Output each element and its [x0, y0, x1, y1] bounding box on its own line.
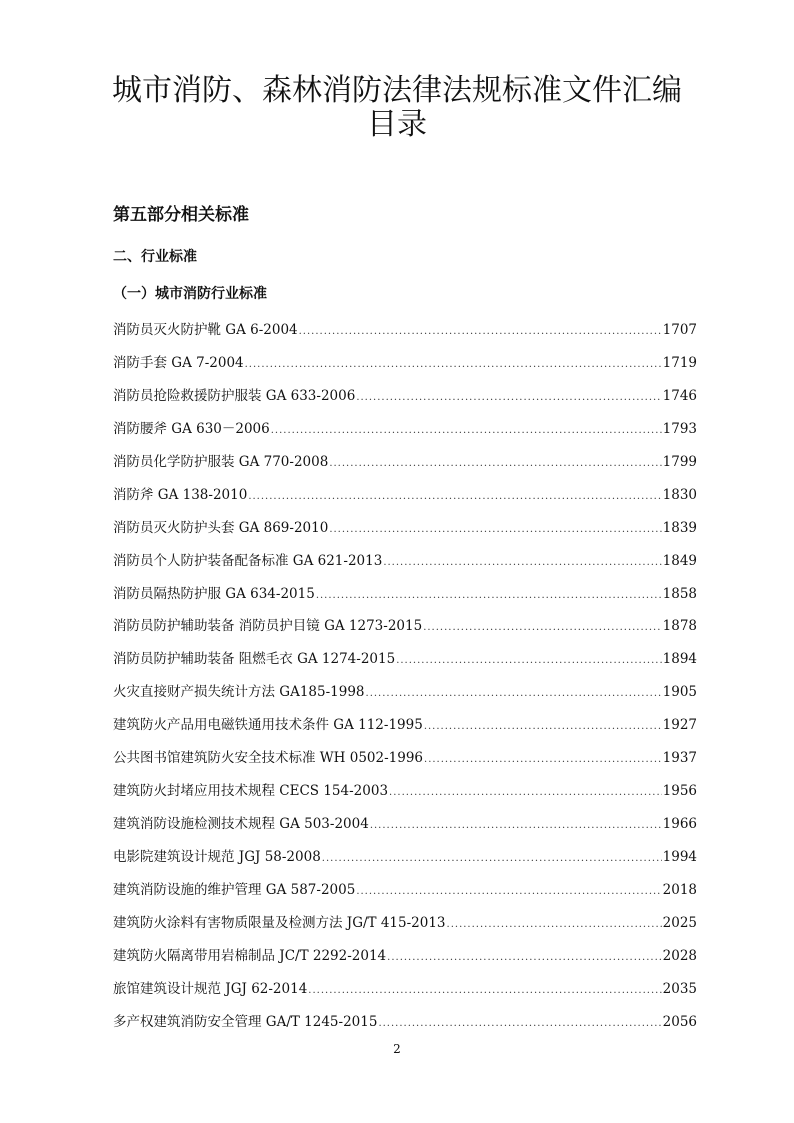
toc-entry-page: 1839 — [662, 519, 697, 536]
toc-entry[interactable] — [113, 878, 697, 911]
toc-entry-page: 2025 — [662, 914, 697, 931]
toc-entry-page: 1894 — [662, 651, 697, 668]
dot-leader — [299, 326, 662, 337]
toc-entry-page: 1905 — [662, 684, 697, 701]
toc-entry-title: 建筑防火封堵应用技术规程 CECS 154-2003 — [113, 783, 389, 800]
toc-entry[interactable] — [113, 647, 697, 680]
toc-entry[interactable] — [113, 713, 697, 746]
toc-entry[interactable] — [113, 614, 697, 647]
toc-entry-title: 建筑消防设施检测技术规程 GA 503-2004 — [113, 816, 369, 833]
toc-entry-title: 消防员抢险救援防护服装 GA 633-2006 — [113, 387, 356, 404]
toc-entry[interactable] — [113, 680, 697, 713]
dot-leader — [387, 952, 661, 963]
section-heading: 第五部分相关标准 — [113, 205, 249, 225]
dot-leader — [389, 787, 662, 798]
dot-leader — [424, 721, 662, 732]
dot-leader — [378, 1018, 661, 1029]
toc-entry-title: 建筑消防设施的维护管理 GA 587-2005 — [113, 881, 356, 898]
toc-entry[interactable] — [113, 483, 697, 516]
document-title: 城市消防、森林消防法律法规标准文件汇编 — [112, 73, 682, 108]
dot-leader — [423, 622, 661, 633]
toc-entry[interactable] — [113, 944, 697, 977]
dot-leader — [308, 985, 661, 996]
toc-entry-page: 1746 — [662, 387, 697, 404]
toc-entry-page: 1966 — [662, 816, 697, 833]
dot-leader — [271, 425, 662, 436]
toc-entry-title: 消防员隔热防护服 GA 634-2015 — [113, 585, 315, 602]
toc-entry-title: 消防斧 GA 138-2010 — [113, 486, 248, 503]
page-number: 2 — [393, 1042, 401, 1056]
toc-entry-page: 2035 — [662, 980, 697, 997]
dot-leader — [248, 491, 661, 502]
toc-entry-page: 1830 — [662, 486, 697, 503]
toc-entry-page: 1878 — [662, 618, 697, 635]
toc-entry-title: 旅馆建筑设计规范 JGJ 62-2014 — [113, 980, 308, 997]
toc-entry-title: 建筑防火涂料有害物质限量及检测方法 JG/T 415-2013 — [113, 914, 446, 931]
toc-entry[interactable] — [113, 351, 697, 384]
dot-leader — [322, 853, 662, 864]
toc-entry-page: 1994 — [662, 849, 697, 865]
toc-entry-page: 1956 — [662, 783, 697, 800]
toc-entry[interactable] — [113, 516, 697, 549]
toc-entry-page: 1937 — [662, 750, 697, 767]
toc-entry-title: 建筑防火隔离带用岩棉制品 JC/T 2292-2014 — [113, 947, 387, 964]
dot-leader — [245, 359, 662, 370]
toc-entry-page: 1849 — [662, 552, 697, 569]
toc-entry-title: 电影院建筑设计规范 JGJ 58-2008 — [113, 849, 321, 865]
toc-entry-title: 多产权建筑消防安全管理 GA/T 1245-2015 — [113, 1013, 378, 1030]
toc-entry-page: 1707 — [662, 322, 697, 338]
dot-leader — [447, 919, 662, 930]
toc-entry-page: 1799 — [662, 453, 697, 470]
toc-entry-title: 消防手套 GA 7-2004 — [113, 354, 244, 371]
toc-entry[interactable] — [113, 977, 697, 1010]
toc-entry[interactable] — [113, 845, 697, 878]
toc-entry-page: 1858 — [662, 585, 697, 602]
toc-entry[interactable] — [113, 582, 697, 615]
subsection-heading: 二、行业标准 — [113, 249, 197, 265]
dot-leader — [329, 524, 661, 535]
toc-entry-page: 2028 — [662, 947, 697, 964]
toc-entry-title: 消防员化学防护服装 GA 770-2008 — [113, 453, 329, 470]
document-subtitle: 目录 — [367, 107, 427, 142]
toc-entry[interactable] — [113, 746, 697, 779]
dot-leader — [396, 655, 661, 666]
dot-leader — [366, 688, 662, 699]
dot-leader — [329, 458, 661, 469]
dot-leader — [356, 392, 661, 403]
toc-entry-title: 消防员防护辅助装备 消防员护目镜 GA 1273-2015 — [113, 618, 423, 635]
toc-entry-page: 2056 — [662, 1013, 697, 1030]
toc-entry-page: 1927 — [662, 717, 697, 734]
dot-leader — [424, 754, 662, 765]
dot-leader — [356, 886, 661, 897]
toc-entry-title: 消防员防护辅助装备 阻燃毛衣 GA 1274-2015 — [113, 651, 396, 668]
toc-entry-page: 1793 — [662, 420, 697, 437]
toc-entry[interactable] — [113, 450, 697, 483]
toc-entry[interactable] — [113, 384, 697, 417]
toc-entry-title: 公共图书馆建筑防火安全技术标准 WH 0502-1996 — [113, 750, 424, 767]
dot-leader — [316, 590, 662, 601]
toc-entry-title: 消防员灭火防护头套 GA 869-2010 — [113, 519, 329, 536]
toc-entry-page: 1719 — [662, 354, 697, 371]
subsubsection-heading: （一）城市消防行业标准 — [113, 286, 267, 302]
toc-entry[interactable] — [113, 911, 697, 944]
toc-entry-title: 消防腰斧 GA 630－2006 — [113, 420, 270, 437]
toc-entry-title: 消防员灭火防护靴 GA 6-2004 — [113, 322, 298, 338]
dot-leader — [370, 820, 662, 831]
toc-entry-page: 2018 — [662, 881, 697, 898]
dot-leader — [383, 557, 661, 568]
toc-entry[interactable] — [113, 1010, 697, 1043]
toc-entry-title: 消防员个人防护装备配备标准 GA 621-2013 — [113, 552, 383, 569]
toc-entry[interactable] — [113, 318, 697, 351]
toc-entry-title: 火灾直接财产损失统计方法 GA185-1998 — [113, 684, 365, 701]
toc-entry[interactable] — [113, 779, 697, 812]
table-of-contents — [113, 318, 697, 1043]
toc-entry[interactable] — [113, 549, 697, 582]
toc-entry-title: 建筑防火产品用电磁铁通用技术条件 GA 112-1995 — [113, 717, 423, 734]
toc-entry[interactable] — [113, 812, 697, 845]
toc-entry[interactable] — [113, 417, 697, 450]
